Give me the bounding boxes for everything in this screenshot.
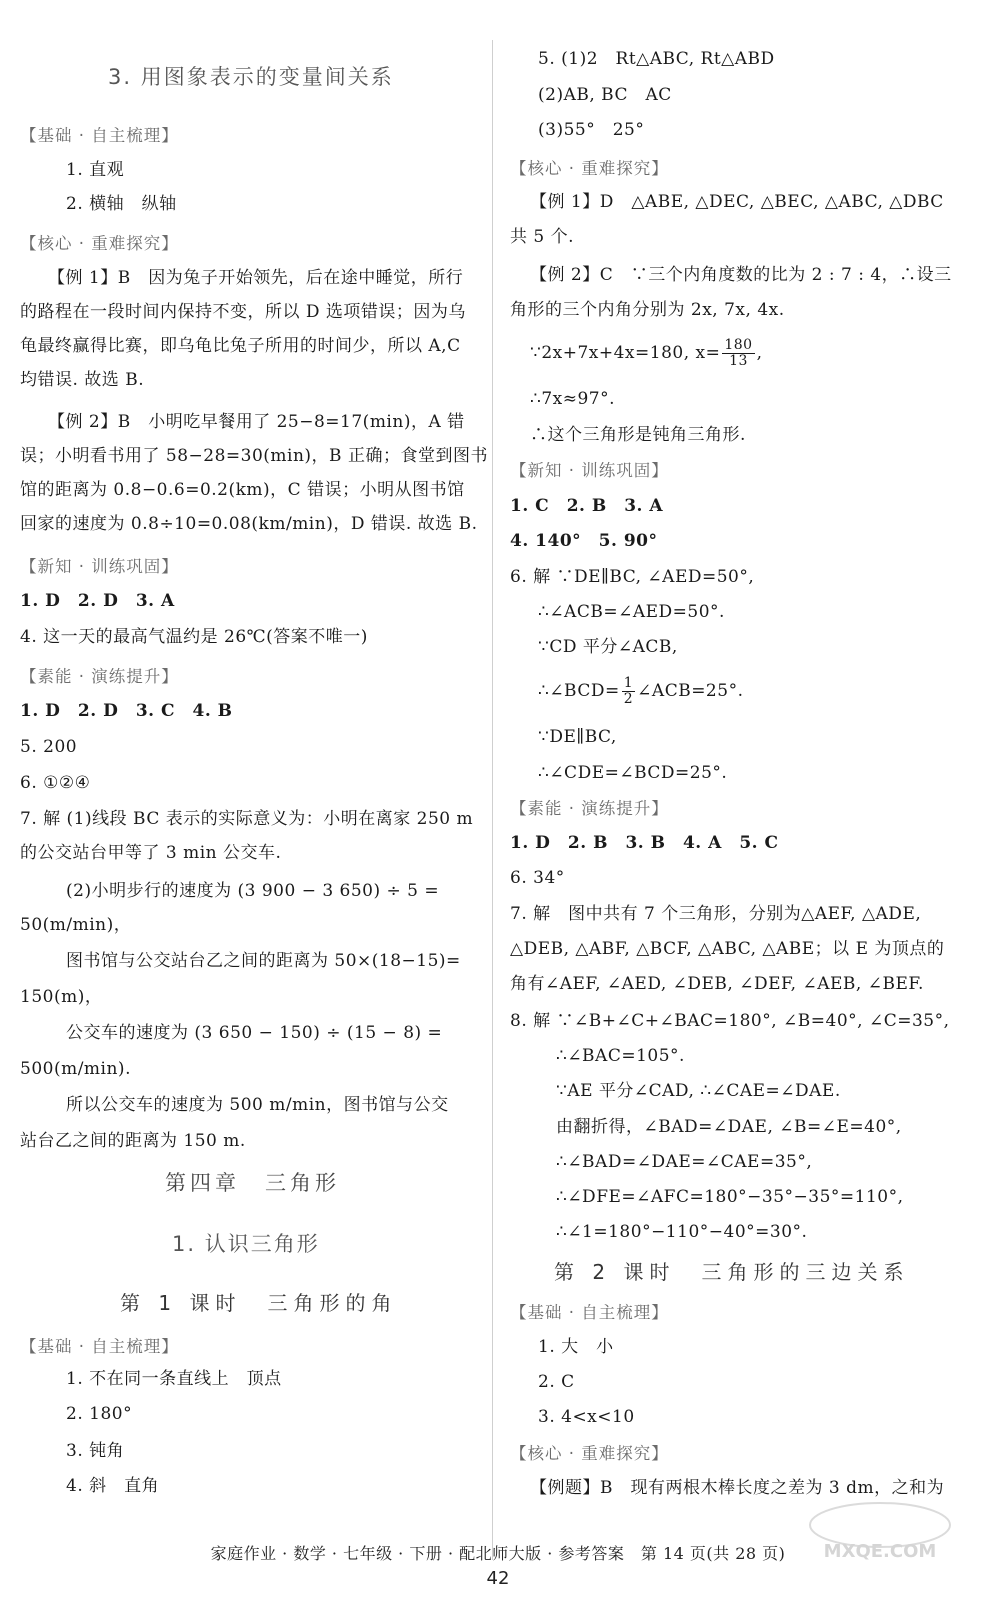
answer-line: 2. C: [538, 1372, 575, 1392]
lesson-title: 第 1 课时 三角形的角: [120, 1291, 398, 1315]
section-title: 3. 用图象表示的变量间关系: [108, 65, 394, 89]
example-2-line: 回家的速度为 0.8÷10=0.08(km/min)，D 错误. 故选 B.: [20, 514, 478, 534]
equation-tail: ∠ACB=25°.: [637, 681, 744, 701]
answer-line: 1. D 2. B 3. B 4. A 5. C: [510, 833, 779, 853]
answer-5-line: (2)AB, BC AC: [538, 85, 672, 105]
solution-7-line: △DEB, △ABF, △BCF, △ABC, △ABE；以 E 为顶点的: [510, 939, 945, 959]
solution-7-line: 站台乙之间的距离为 150 m.: [20, 1131, 246, 1151]
solution-8-line: ∴∠BAD=∠DAE=∠CAE=35°,: [556, 1152, 813, 1172]
answer-line: 1. 不在同一条直线上 顶点: [66, 1369, 282, 1389]
answer-5-line: (3)55° 25°: [538, 120, 645, 140]
example-2-line: 馆的距离为 0.8−0.6=0.2(km)，C 错误；小明从图书馆: [20, 480, 465, 500]
subsection-title: 1. 认识三角形: [172, 1232, 320, 1256]
solution-7-line: 图书馆与公交站台乙之间的距离为 50×(18−15)=: [66, 951, 461, 971]
answer-line: 1. C 2. B 3. A: [510, 496, 664, 516]
solution-7-line: 150(m)，: [20, 987, 103, 1007]
section-header-practice: 【素能 · 演练提升】: [510, 799, 669, 818]
answer-line: 5. 200: [20, 737, 78, 757]
section-header-basic: 【基础 · 自主梳理】: [510, 1303, 669, 1322]
answer-line: 1. 直观: [66, 160, 125, 180]
fraction-numerator: 1: [623, 675, 634, 691]
solution-7-line: (2)小明步行的速度为 (3 900 − 3 650) ÷ 5 =: [66, 881, 440, 901]
fraction: [622, 676, 635, 707]
answer-5-line: 5. (1)2 Rt△ABC, Rt△ABD: [538, 49, 775, 69]
answer-line: 3. 钝角: [66, 1441, 125, 1461]
solution-7-line: 角有∠AEF, ∠AED, ∠DEB, ∠DEF, ∠AEB, ∠BEF.: [510, 974, 924, 994]
example-1-line: 共 5 个.: [510, 227, 575, 247]
equation-text: ∵2x+7x+4x=180, x=: [530, 343, 721, 363]
fraction-denominator: 13: [729, 353, 748, 369]
example-2-line: 角形的三个内角分别为 2x, 7x, 4x.: [510, 300, 785, 320]
example-2-line: 误；小明看书用了 58−28=30(min)，B 正确；食堂到图书: [20, 446, 488, 466]
solution-7-line: 公交车的速度为 (3 650 − 150) ÷ (15 − 8) =: [66, 1023, 443, 1043]
answer-line: 1. 大 小: [538, 1337, 614, 1357]
chapter-title: 第四章 三角形: [165, 1171, 340, 1195]
example-line: 【例题】B 现有两根木棒长度之差为 3 dm，之和为: [530, 1478, 945, 1498]
example-2-line: 【例 2】C ∵三个内角度数的比为 2 : 7 : 4，∴设三: [530, 265, 952, 285]
example-2-line: ∴7x≈97°.: [530, 389, 615, 409]
solution-7-line: 500(m/min).: [20, 1059, 131, 1079]
solution-7-line: 50(m/min)，: [20, 915, 132, 935]
example-1-line: 【例 1】D △ABE, △DEC, △BEC, △ABC, △DBC: [530, 192, 944, 212]
section-header-new: 【新知 · 训练巩固】: [20, 557, 179, 576]
example-1-line: 龟最终赢得比赛，即乌龟比兔子所用的时间少，所以 A,C: [20, 336, 461, 356]
page-footer: 家庭作业 · 数学 · 七年级 · 下册 · 配北师大版 · 参考答案 第 14 页(共 28 页): [210, 1544, 786, 1563]
solution-7-line: 7. 解 图中共有 7 个三角形，分别为△AEF, △ADE,: [510, 904, 922, 924]
answer-line: 1. D 2. D 3. A: [20, 591, 175, 611]
solution-8-line: ∴∠DFE=∠AFC=180°−35°−35°=110°,: [556, 1187, 904, 1207]
example-1-line: 的路程在一段时间内保持不变，所以 D 选项错误；因为乌: [20, 302, 466, 322]
solution-6-line: 6. 解 ∵DE∥BC, ∠AED=50°,: [510, 567, 755, 587]
solution-8-line: 由翻折得，∠BAD=∠DAE, ∠B=∠E=40°,: [556, 1117, 902, 1137]
page-number: 42: [486, 1568, 510, 1589]
solution-6-equation: [538, 676, 743, 707]
watermark-text: MXQE.COM: [823, 1541, 937, 1562]
solution-7-line: 所以公交车的速度为 500 m/min，图书馆与公交: [66, 1095, 449, 1115]
fraction: [722, 338, 754, 369]
section-header-core: 【核心 · 重难探究】: [20, 234, 179, 253]
answer-line: 2. 横轴 纵轴: [66, 194, 177, 214]
example-2-line: 【例 2】B 小明吃早餐用了 25−8=17(min)，A 错: [48, 412, 465, 432]
solution-8-line: 8. 解 ∵∠B+∠C+∠BAC=180°, ∠B=40°, ∠C=35°,: [510, 1011, 950, 1031]
lesson-title: 第 2 课时 三角形的三边关系: [554, 1260, 910, 1284]
section-header-core: 【核心 · 重难探究】: [510, 159, 669, 178]
equation-tail: ,: [756, 343, 763, 363]
solution-8-line: ∴∠BAC=105°.: [556, 1046, 685, 1066]
answer-line: 3. 4<x<10: [538, 1407, 635, 1427]
section-header-basic: 【基础 · 自主梳理】: [20, 1337, 179, 1356]
example-2-line: ∴这个三角形是钝角三角形.: [530, 425, 746, 445]
example-2-equation: [530, 338, 763, 369]
answer-line: 4. 140° 5. 90°: [510, 531, 658, 551]
example-1-line: 均错误. 故选 B.: [20, 370, 145, 390]
section-header-practice: 【素能 · 演练提升】: [20, 667, 179, 686]
solution-8-line: ∴∠1=180°−110°−40°=30°.: [556, 1222, 808, 1242]
answer-line: 4. 斜 直角: [66, 1476, 160, 1496]
solution-6-line: ∴∠ACB=∠AED=50°.: [538, 602, 725, 622]
fraction-denominator: 2: [623, 691, 634, 707]
solution-7-line: 7. 解 (1)线段 BC 表示的实际意义为：小明在离家 250 m: [20, 809, 474, 829]
fraction-numerator: 180: [724, 337, 753, 353]
section-header-new: 【新知 · 训练巩固】: [510, 461, 669, 480]
answer-line: 2. 180°: [66, 1404, 133, 1424]
answer-line: 6. ①②④: [20, 773, 91, 793]
answer-line: 1. D 2. D 3. C 4. B: [20, 701, 233, 721]
solution-6-line: ∵CD 平分∠ACB,: [538, 637, 678, 657]
equation-text: ∴∠BCD=: [538, 681, 620, 701]
solution-6-line: ∴∠CDE=∠BCD=25°.: [538, 763, 728, 783]
solution-7-line: 的公交站台甲等了 3 min 公交车.: [20, 843, 282, 863]
solution-8-line: ∵AE 平分∠CAD, ∴∠CAE=∠DAE.: [556, 1081, 841, 1101]
section-header-basic: 【基础 · 自主梳理】: [20, 126, 179, 145]
section-header-core: 【核心 · 重难探究】: [510, 1444, 669, 1463]
solution-6-line: ∵DE∥BC,: [538, 727, 617, 747]
column-divider: [492, 40, 493, 1560]
answer-line: 4. 这一天的最高气温约是 26℃(答案不唯一): [20, 627, 368, 647]
example-1-line: 【例 1】B 因为兔子开始领先，后在途中睡觉，所行: [48, 268, 464, 288]
answer-line: 6. 34°: [510, 868, 565, 888]
